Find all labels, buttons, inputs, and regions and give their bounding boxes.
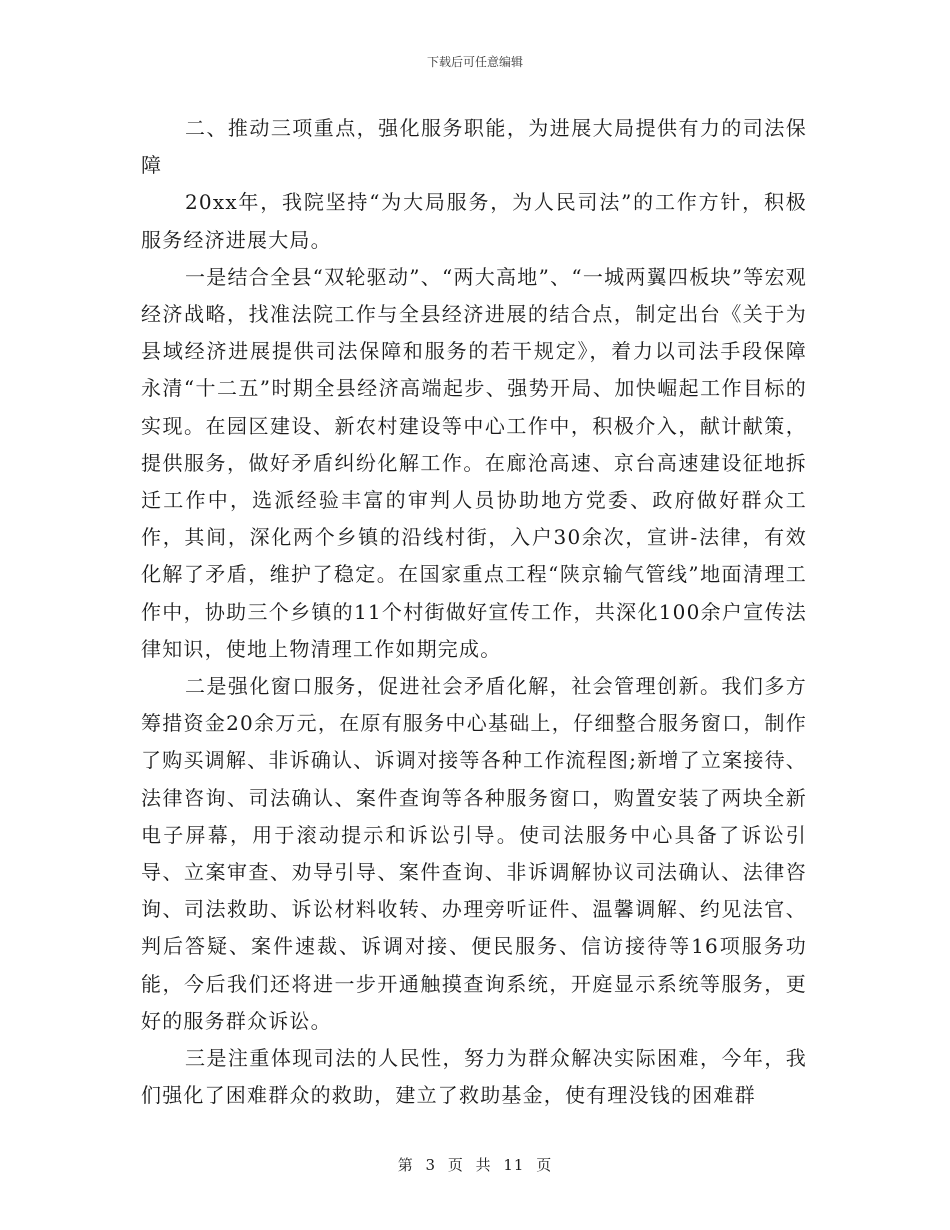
page-header: 下载后可任意编辑 [426,55,523,69]
section-heading: 二、推动三项重点，强化服务职能，为进展大局提供有力的司法保障 [141,116,807,178]
paragraph-intro: 20xx年，我院坚持“为大局服务，为人民司法”的工作方针，积极服务经济进展大局。 [141,190,807,252]
page-footer: 第 3 页 共 11 页 [397,1156,553,1174]
paragraph-item-2: 二是强化窗口服务，促进社会矛盾化解，社会管理创新。我们多方筹措资金20余万元，在原有服务中心基础上，仔细整合服务窗口，制作了购买调解、非诉确认、诉调对接等各种工作流程图;新增了立案接待、法律咨询、司法确认、案件查询等各种服务窗口，购置安装了两块全新电子屏幕，用于滚动提示和诉讼引导。使司法服务中心具备了诉讼引导、立案审查、劝导引导、案件查询、非诉调解协议司法确认、法律咨询、司法救助、诉讼材料收转、办理旁听证件、温馨调解、约见法官、判后答疑、案件速裁、诉调对接、便民服务、信访接待等16项服务功能，今后我们还将进一步开通触摸查询系统，开庭显示系统等服务，更好的服务群众诉讼。 [141,674,807,1033]
document-body [141,110,807,1114]
paragraph-item-1: 一是结合全县“双轮驱动”、“两大高地”、“一城两翼四板块”等宏观经济战略，找准法院工作与全县经济进展的结合点，制定出台《关于为县域经济进展提供司法保障和服务的若干规定》，着力以司法手段保障永清“十二五”时期全县经济高端起步、强势开局、加快崛起工作目标的实现。在园区建设、新农村建设等中心工作中，积极介入，献计献策，提供服务，做好矛盾纠纷化解工作。在廊沧高速、京台高速建设征地拆迁工作中，选派经验丰富的审判人员协助地方党委、政府做好群众工作，其间，深化两个乡镇的沿线村街，入户30余次，宣讲-法律，有效化解了矛盾，维护了稳定。在国家重点工程“陕京输气管线”地面清理工作中，协助三个乡镇的11个村街做好宣传工作，共深化100余户宣传法律知识，使地上物清理工作如期完成。 [141,264,807,661]
paragraph-item-3: 三是注重体现司法的人民性，努力为群众解决实际困难，今年，我们强化了困难群众的救助，建立了救助基金，使有理没钱的困难群 [141,1046,807,1108]
